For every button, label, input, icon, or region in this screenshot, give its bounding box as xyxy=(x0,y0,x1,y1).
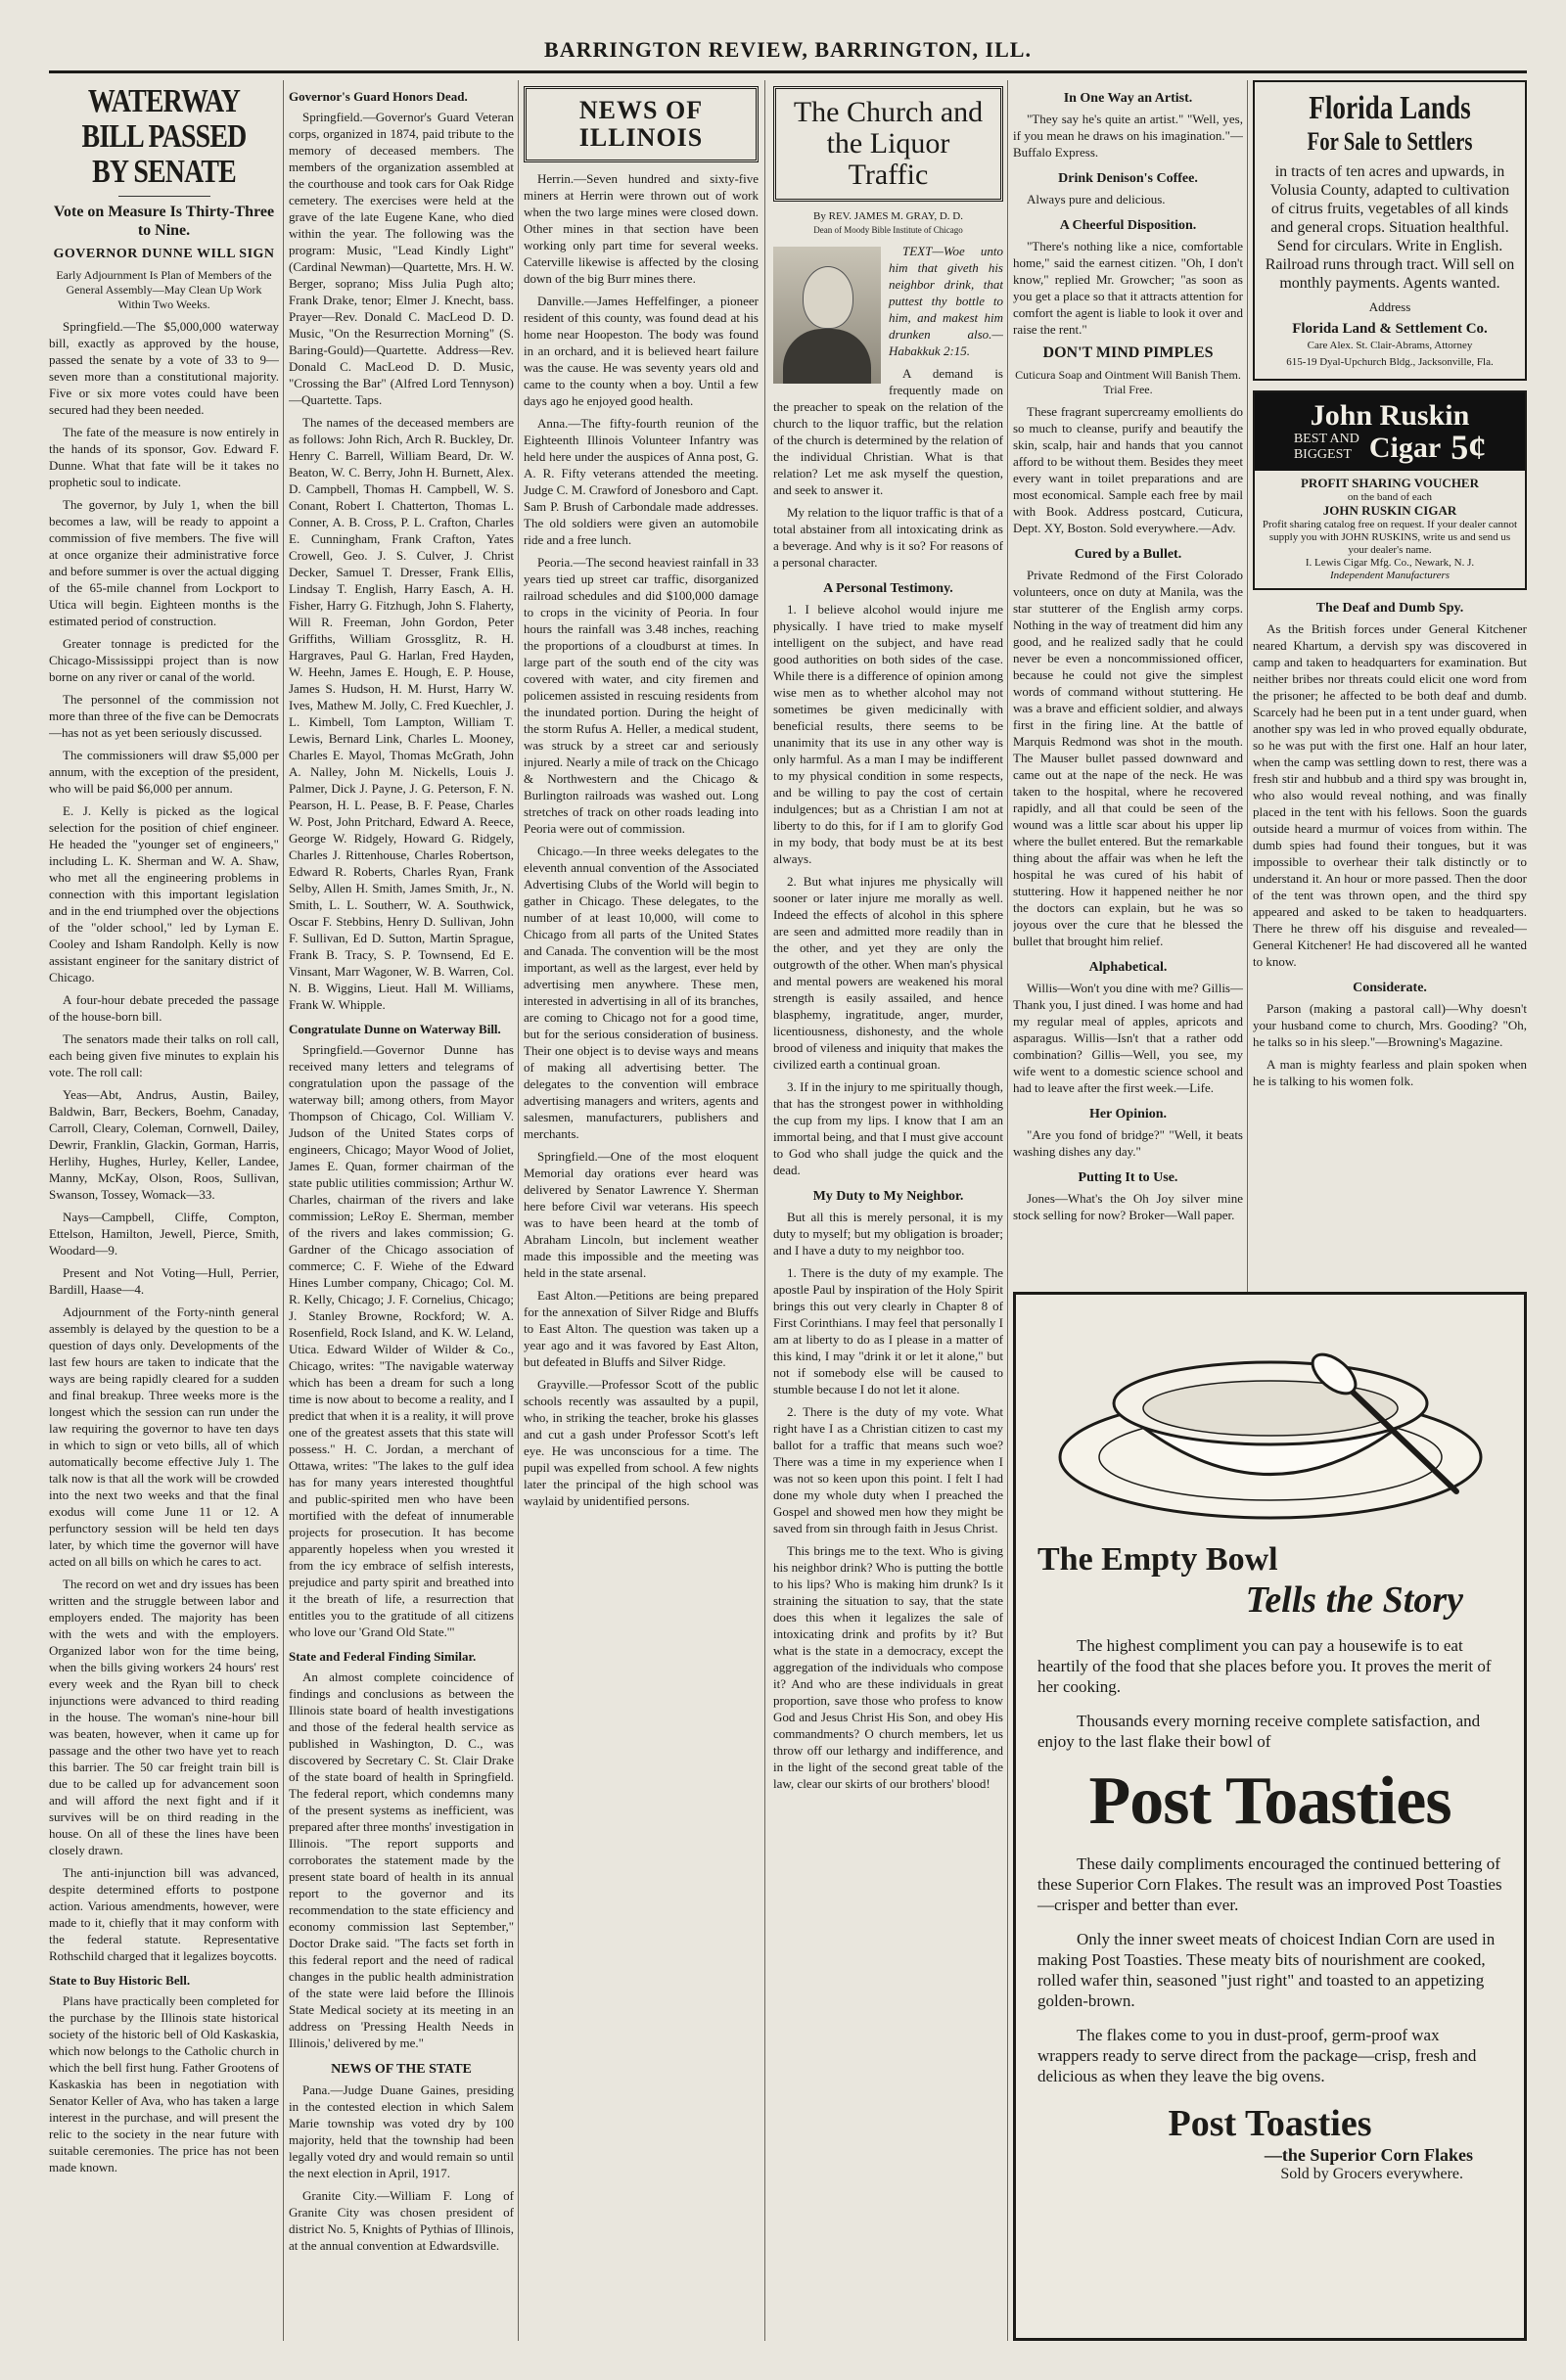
article-paragraph: Herrin.—Seven hundred and sixty-five miners at Herrin were thrown out of work when the two large mines were closed down. Other mines in that section have been working only part time for several weeks. Caterville likewise is affected by the closing down of the big Burr mines there. xyxy=(524,171,759,286)
guard-headline: Governor's Guard Honors Dead. xyxy=(289,89,468,104)
church-title: The Church and the Liquor Traffic xyxy=(793,96,984,191)
florida-title: Florida Lands xyxy=(1309,90,1471,126)
misc-text: These fragrant supercreamy emollients do so much to cleanse, purify and beautify the skin, scalp, hair and hands that you cannot afford to be without them. Besides they meet every want in toilet preparations and are most economical. Sample each free by mail with Book. Address postcard, Cuticura, Dept. XY, Boston. Sold everywhere.—Adv. xyxy=(1013,404,1243,535)
considerate-head: Considerate. xyxy=(1353,981,1427,995)
voucher-catalog: Profit sharing catalog free on request. If your dealer cannot supply you with JOHN RUSKINS, write us and send us your dealer's name. xyxy=(1262,519,1518,556)
scripture-text: TEXT—Woe unto him that giveth his neighbor drink, that puttest thy bottle to him, and makest him drunken also.—Habakkuk 2:15. xyxy=(889,244,1003,358)
article-paragraph: Grayville.—Professor Scott of the public schools recently was assaulted by a pupil, who, in striking the teacher, broke his glasses and cut a gash under Professor Scott's left eye. He was unconscious for a time. The pupil was expelled from school. A few nights later the principal of the high school was waylaid by unidentified persons. xyxy=(524,1377,759,1508)
ad-paragraph: The highest compliment you can pay a housewife is to eat heartily of the food that she places before you. It proves the merit of her cooking. xyxy=(1037,1636,1492,1696)
waterway-subdeck: GOVERNOR DUNNE WILL SIGN xyxy=(53,247,275,261)
post-toasties-ad xyxy=(1013,1292,1527,2341)
byline xyxy=(773,209,1003,237)
bullet-head: Cured by a Bullet. xyxy=(1074,547,1182,562)
misc-text: Private Redmond of the First Colorado volunteers, once on duty at Manila, was the star stutterer of the English army corps. Nothing in the way of treatment did him any good, and he realized sadly that he could never be even a noncommissioned officer, because he could not give the simplest words of command without stuttering. He was a brave and efficient soldier, and always first in the firing line. At the battle of Marquis Redmond was shot in the mouth. The Mauser bullet passed downward and came out at the nape of the neck. He was taken to the hospital, where he recovered rapidly, and all that could be seen of the wound was a little scar about his upper lip where the bullet entered. But the remarkable thing about the affair was when he left the hospital he was cured of his habit of stuttering. How it happened neither he nor the doctors can explain, but he was so joyous over the cure that he blessed the bullet that brought him relief. xyxy=(1013,568,1243,948)
article-paragraph: A demand is frequently made on the preacher to speak on the relation of the church to the liquor traffic, but the relation of the church is determined by the relation of the individual Christian. What is that relation? Let me ask myself the question, and seek to answer it. xyxy=(773,366,1003,497)
misc-text: A man is mighty fearless and plain spoken when he is talking to his women folk. xyxy=(1253,1057,1527,1088)
florida-body: in tracts of ten acres and upwards, in Volusia County, adapted to cultivation of citrus fruits, vegetables of all kinds and general crops. Situation healthful. Send for circulars. Write in English. Railroad runs through tract. Will sell on monthly payments. Agents wanted. xyxy=(1265,163,1515,292)
article-paragraph: Greater tonnage is predicted for the Chicago-Mississippi project than is now borne on any river or canal of the world. xyxy=(49,636,279,684)
testimony-subhead: A Personal Testimony. xyxy=(823,581,953,596)
article-paragraph: Springfield.—Governor Dunne has received many letters and telegrams of congratulation upon the passage of the waterway bill; among others, from Mayor Thompson of Chicago, Col. William V. Judson of the United States corps of engineers, Chicago; Mayor Wood of Joliet, James E. Quan, former chairman of the state public utilities commission; Arthur W. Charles, chairman of the rivers and lake commission; LeRoy E. Sherman, member of the rivers and lakes commission; G. Gardner of the Chicago association of commerce; C. F. Wiehe of the Edward Hines Lumber company, Chicago; Col. M. R. Kelly, Chicago; J. F. Cornelius, Chicago; J. Stanley Browne, Rockford; W. A. Rosenfield, Rock Island, and K. W. Leland, Utica. Edward Wilder of Wilder & Co., Chicago, writes: "The navigable waterway which has been a dream for such a long time is now about to become a reality, and I predict that when it is a reality, it will prove one of the greatest assets that this state will possess." H. C. Jordan, a merchant of Ottawa, writes: "The lakes to the gulf idea has for many years interested thoughtful and public-spirited men who have been mortified with the defeat of innumerable projects for prosecution. It has become apparently hopeless when you wrested it from the icy embrace of selfish interests, prejudice and party spirit and breathed into it the breath of life, a resurrection that entitles you to the gratitude of all citizens who love our 'Grand Old State.'" xyxy=(289,1042,514,1639)
pimples-subhead: Cuticura Soap and Ointment Will Banish Them. Trial Free. xyxy=(1015,368,1241,396)
cigar-biggest: BIGGEST xyxy=(1293,447,1352,462)
misc-head: In One Way an Artist. xyxy=(1063,91,1193,106)
article-paragraph: The commissioners will draw $5,000 per annum, with the exception of the president, who will be paid $6,000 per annum. xyxy=(49,748,279,796)
article-paragraph: An almost complete coincidence of findings and conclusions as between the Illinois state board of health investigations and those of the federal health service as published in Washington, D. C., was discovered by Secretary C. St. Clair Drake of the state board of health in Springfield. The federal report, which condemns many of the present systems as inefficient, was prepared after three months' investigation in Illinois. "The report supports and corroborates the statement made by the present state board of health in its annual report to the governor and its recommendation to the state efficiency and economy commission last September," Doctor Drake said. "The facts set forth in this federal report and the need of radical changes in the public health administration of the state were laid before the Illinois State Medical society at its meeting in an address on 'Pressing Health Needs in Illinois,' delivered by me." xyxy=(289,1670,514,2050)
column-state-news xyxy=(289,80,514,2341)
article-paragraph: Peoria.—The second heaviest rainfall in 33 years tied up street car traffic, disorganized railroad schedules and did $100,000 damage to crops in the vicinity of Peoria. In four hours the rainfall was 3.48 inches, reaching the proportions of a cloudburst at times. In large part of the south end of the city was covered with water, and city firemen and policemen assisted in rescuing residents from the inundated portion. During the height of the storm Rufus A. Heller, a medical student, was struck by a street car and seriously injured. Nearly a mile of track on the Chicago & Northwestern and the Chicago & Burlington railroads was washed out. Long stretches of track on other roads leading into Peoria were out of commission. xyxy=(524,555,759,836)
post-toasties-signature: Post Toasties xyxy=(1168,2103,1372,2144)
bowl-hollow xyxy=(1143,1381,1398,1436)
article-paragraph: Danville.—James Heffelfinger, a pioneer resident of this county, was found dead at his home near Hoopeston. The body was found in an orchard, and it is believed heart failure was the cause. He was seventy years old and came to the county when a boy. Until a few days ago he enjoyed good health. xyxy=(524,294,759,408)
spy-head: The Deaf and Dumb Spy. xyxy=(1315,601,1464,616)
column-church-liquor xyxy=(773,80,1003,2341)
article-paragraph: My relation to the liquor traffic is that of a total abstainer from all intoxicating drink as a beverage. And why is it so? For reasons of a personal character. xyxy=(773,505,1003,570)
sold-by-grocers: Sold by Grocers everywhere. xyxy=(1280,2166,1463,2182)
florida-lands-ad xyxy=(1253,80,1527,381)
misc-text: Willis—Won't you dine with me? Gillis—Thank you, I just dined. I was home and had my regular meal of apples, apricots and asparagus. Willis—Isn't that a rather odd combination? Gillis—Well, you see, my wife went to a domestic science school and had to leave after the first week.—Life. xyxy=(1013,981,1243,1095)
cigar-word: Cigar xyxy=(1368,431,1442,464)
tells-story-headline: Tells the Story xyxy=(1245,1579,1463,1621)
article-paragraph: Granite City.—William F. Long of Granite City was chosen president of district No. 5, Knights of Pythias of Illinois, at the annual convention at Edwardsville. xyxy=(289,2188,514,2253)
empty-bowl-headline: The Empty Bowl xyxy=(1037,1541,1278,1578)
voucher-sub: on the band of each xyxy=(1347,491,1433,503)
article-paragraph: 2. But what injures me physically will sooner or later injure me morally as well. Indeed the effects of alcohol in this sphere are seen and admitted more readily than in the other, and yet they are only the outgrowth of the other. When man's physical and mental powers are weakened his moral strength is easily assailed, and hence blasphemy, ingratitude, anger, murder, licentiousness, dishonesty, and the whole brood of vileness and iniquity that makes the civilized earth a continual groan. xyxy=(773,874,1003,1072)
ad-paragraph: Only the inner sweet meats of choicest Indian Corn are used in making Post Toasties. These meaty bits of nourishment are cooked, rolled wafer thin, seasoned "just right" and toasted to an appetizing golden-brown. xyxy=(1037,1930,1496,2010)
cigar-slogan-words xyxy=(1294,432,1359,463)
article-paragraph: The fate of the measure is now entirely in the hands of its sponsor, Gov. Edward F. Dunne. What that fate will be it takes no prophetic soul to indicate. xyxy=(49,425,279,489)
waterway-headline: WATERWAY BILL PASSED BY SENATE xyxy=(81,83,247,190)
cigar-ad xyxy=(1253,390,1527,590)
florida-attorney: Care Alex. St. Clair-Abrams, Attorney xyxy=(1307,340,1473,351)
column-waterway xyxy=(49,80,279,2341)
column-rule xyxy=(764,80,765,2341)
voucher-brand: JOHN RUSKIN CIGAR xyxy=(1322,503,1457,518)
article-paragraph: A four-hour debate preceded the passage of the house-born bill. xyxy=(49,992,279,1024)
article-paragraph: Nays—Campbell, Cliffe, Compton, Ettelson, Hamilton, Jewell, Pierce, Smith, Woodard—9. xyxy=(49,1210,279,1258)
article-paragraph: Pana.—Judge Duane Gaines, presiding in the contested election in which Salem Marie township was voted dry by 100 majority, held that the township had been legally voted dry and would remain so until the next election in April, 1917. xyxy=(289,2082,514,2180)
ad-paragraph: These daily compliments encouraged the continued bettering of these Superior Corn Flakes. The result was an improved Post Toasties—crisper and better than ever. xyxy=(1037,1854,1502,1914)
health-headline: State and Federal Finding Similar. xyxy=(289,1649,477,1664)
cigar-brand-name: John Ruskin xyxy=(1310,399,1470,432)
post-toasties-brand: Post Toasties xyxy=(1088,1763,1451,1839)
column-rule xyxy=(283,80,284,2341)
misc-text: Parson (making a pastoral call)—Why doesn't your husband come to church, Mrs. Gooding? "Oh, he talks so in his sleep."—Browning's Magazine. xyxy=(1253,1001,1527,1049)
article-paragraph: Present and Not Voting—Hull, Perrier, Bardill, Haase—4. xyxy=(49,1265,279,1297)
ad-paragraph: Thousands every morning receive complete satisfaction, and enjoy to the last flake their bowl of xyxy=(1037,1712,1481,1751)
misc-text: "They say he's quite an artist." "Well, yes, if you mean he draws on his imagination."—Buffalo Express. xyxy=(1013,112,1243,160)
column-miscellany xyxy=(1013,80,1243,1279)
article-paragraph: Chicago.—In three weeks delegates to the eleventh annual convention of the Associated Advertising Clubs of the World will begin to gather in Chicago. These delegates, to the number of at least 10,000, will come to Chicago from all parts of the United States and Canada. The convention will be the most important, as well as the largest, ever held by advertising men anywhere. These men, interested in advertising in all of its branches, are coming to Chicago not for a good time, but for the serious consideration of business. Their one object is to devise ways and means of making all advertising better. The delegates to the convention will embrace advertising managers and writers, agents and salesmen, manufacturers, publishers and merchants. xyxy=(524,844,759,1141)
florida-address-label: Address xyxy=(1368,299,1411,314)
pimples-headline: DON'T MIND PIMPLES xyxy=(1042,344,1214,361)
alpha-head: Alphabetical. xyxy=(1088,960,1168,975)
article-paragraph: Yeas—Abt, Andrus, Austin, Bailey, Baldwin, Barr, Beckers, Boehm, Canaday, Carroll, Cleary, Coleman, Cornwell, Dailey, Dewrir, Franklin, Glackin, Gorman, Harris, Herlihy, Hughes, Hurley, Keller, Landee, Manny, McKay, Olson, Roos, Sullivan, Swanson, Tossey, Womack—33. xyxy=(49,1087,279,1202)
news-of-state-headline: NEWS OF THE STATE xyxy=(331,2062,472,2077)
duty-subhead: My Duty to My Neighbor. xyxy=(812,1189,964,1204)
article-paragraph: The record on wet and dry issues has been written and the struggle between labor and employers ended. The majority has been with the wets and with the employers. Organized labor won for the time being, when the bills giving workers 24 hours' rest every week and the Ryan bill to check injunctions were advanced to third reading in the house. The woman's nine-hour bill was beaten, however, when it came up for passage and the other two have yet to reach this barrier. The 50 car freight train bill is due to be called up for advancement soon and will afford the next fight and if it survives will be on third reading in the house. On all of these the lines have been closely drawn. xyxy=(49,1577,279,1857)
column-news-of-illinois xyxy=(524,80,759,2341)
article-paragraph: The governor, by July 1, when the bill becomes a law, will be ready to appoint a commission of five members. The five will at once organize their administrative force and before summer is over the actual digging of the 65-mile channel from Lockport to Utica will begin. Eighteen months is the estimated period of construction. xyxy=(49,497,279,628)
column-rule xyxy=(1007,80,1008,2341)
misc-text: Jones—What's the Oh Joy silver mine stock selling for now? Broker—Wall paper. xyxy=(1013,1191,1243,1222)
masthead: BARRINGTON REVIEW, BARRINGTON, ILL. xyxy=(49,29,1527,73)
article-paragraph: The senators made their talks on roll call, each being given five minutes to explain his vote. The roll call: xyxy=(49,1031,279,1079)
misc-text: As the British forces under General Kitchener neared Khartum, a dervish spy was discovered in camp and taken to headquarters for examination. But neither bribes nor threats could elicit one word from the prisoner; he affected to be both deaf and dumb. Scarcely had he been put in a tent under guard, when another spy was led in who proved equally obdurate, so he was put with the first one. Half an hour later, when the camp was settling down to rest, there was a fresh stir and hubbub and a third spy was brought in, who also would reveal nothing, and was finally placed in the tent with his fellows. Soon the guards outside heard a murmur of voices from within. The dumb spies had found their tongues, but it was impossible to overhear their talk distinctly or to understand it. An hour or more passed. Then the door of the tent was thrown open, and the third spy appeared and asked to be taken to headquarters. There he threw off his disguise and revealed—General Kitchener! He had discovered all he wanted to know. xyxy=(1253,621,1527,969)
misc-text: Always pure and delicious. xyxy=(1027,192,1166,206)
byline-author: By REV. JAMES M. GRAY, D. D. xyxy=(813,210,963,222)
column-rule xyxy=(518,80,519,2341)
column-ads xyxy=(1253,80,1527,1279)
church-banner xyxy=(773,86,1003,202)
portrait-face xyxy=(803,266,853,329)
article-paragraph: 1. There is the duty of my example. The apostle Paul by inspiration of the Holy Spirit brings this out very clearly in Chapter 8 of First Corinthians. I may feel that personally I am at liberty to do as I please in a matter of this kind, I may "drink it or let it alone," but not if somebody else will be caused to stumble because I do not let it alone. xyxy=(773,1265,1003,1396)
cigar-maker: I. Lewis Cigar Mfg. Co., Newark, N. J. xyxy=(1305,557,1475,569)
article-paragraph: East Alton.—Petitions are being prepared for the annexation of Silver Ridge and Bluffs to East Alton. The question was taken up a year ago and it was favored by East Alton, but defeated in Bluffs and Silver Ridge. xyxy=(524,1288,759,1369)
article-paragraph: Adjournment of the Forty-ninth general assembly is delayed by the question to be a question of days only. Developments of the last few hours are taken to indicate that the ways are being rapidly cleared for a sudden and final breakup. Three weeks more is the longest which the session can run under the law requiring the governor to have ten days in which to sign or veto bills, all of which automatically become effective July 1. The talk now is that all the work will be crowded into the next two weeks and that the final exodus will come June 11 or 12. A perfunctory session will be held ten days later, by which time the governor will have acted on all bills on which he cares to act. xyxy=(49,1304,279,1569)
author-portrait xyxy=(773,247,881,384)
article-paragraph: Springfield.—One of the most eloquent Memorial day orations ever heard was delivered by Senator Lawrence Y. Sherman here before Civil war veterans. His speech was to have been heard at the tomb of Abraham Lincoln, but inclement weather made this impossible and the meeting was held in the state arsenal. xyxy=(524,1149,759,1280)
misc-head: Drink Denison's Coffee. xyxy=(1058,171,1198,186)
cigar-voucher xyxy=(1255,471,1525,588)
cigar-price: 5¢ xyxy=(1451,427,1487,467)
article-paragraph: But all this is merely personal, it is my duty to myself; but my obligation is broader; and I have a duty to my neighbor too. xyxy=(773,1210,1003,1258)
article-paragraph: Anna.—The fifty-fourth reunion of the Eighteenth Illinois Volunteer Infantry was held here under the auspices of Anna post, G. A. R. Fifty veterans attended the meeting. Judge C. M. Crawford of Jonesboro and Capt. Sam P. Brush of Carbondale made addresses. The old soldiers were given an automobile ride and a free lunch. xyxy=(524,416,759,547)
article-paragraph: Springfield.—Governor's Guard Veteran corps, organized in 1874, paid tribute to the memory of deceased members. The members of the organization assembled at the courthouse and took cars for Oak Ridge cemetery. The exercises were held at the grave of the late Eugene Kane, who died within the year. The following was the program: Music, "Lead Kindly Light" (Cardinal Newman)—Quartette, Mrs. H. W. Berger, soprano; Miss Julia Pugh alto; Frank Drake, tenor; Elmer J. Knecht, bass. Prayer—Rev. Donald C. MacLeod D. D. Music, "On the Resurrection Morning" (S. Baring-Gould)—Quartette. Address—Rev. Donald C. MacLeod D. D. Music, "Crossing the Bar" (Alfred Lord Tennyson)—Quartette. Taps. xyxy=(289,110,514,407)
portrait-coat xyxy=(783,329,871,384)
congratulate-headline: Congratulate Dunne on Waterway Bill. xyxy=(289,1022,501,1036)
article-paragraph: 1. I believe alcohol would injure me physically. I have tried to make myself intelligent on the subject, and have read good authorities on both sides of the case. While there is a difference of opinion among wise men as to whether alcohol may not sometimes be given medicinally with beneficial results, there seems to be unanimity that its use in any other way is only harmful. As a man I may be indifferent to my physical condition in some respects, and be willing to pay the cost of certain indulgences; but as a Christian I am not at liberty to do this, for if I am to glorify God in my body, that body must be at its best always. xyxy=(773,602,1003,866)
waterway-deck: Vote on Measure Is Thirty-Three to Nine. xyxy=(53,204,275,239)
florida-subtitle: For Sale to Settlers xyxy=(1307,127,1473,156)
article-paragraph: The anti-injunction bill was advanced, despite determined efforts to postpone action. Various amendments, however, were made to it, chiefly that it may conform with the federal statute. Representative Rothschild charged that it legalizes boycotts. xyxy=(49,1865,279,1963)
misc-text: "Are you fond of bridge?" "Well, it beats washing dishes any day." xyxy=(1013,1127,1243,1159)
article-paragraph: The personnel of the commission not more than three of the five can be Democrats—has not as yet been seriously discussed. xyxy=(49,692,279,740)
news-of-illinois-title: NEWS OF ILLINOIS xyxy=(578,96,704,152)
cigar-best: BEST AND xyxy=(1293,432,1359,446)
use-head: Putting It to Use. xyxy=(1078,1170,1178,1185)
post-toasties-tagline: —the Superior Corn Flakes xyxy=(1264,2145,1473,2165)
misc-head: A Cheerful Disposition. xyxy=(1059,218,1197,233)
article-paragraph: E. J. Kelly is picked as the logical selection for the position of chief engineer. He headed the "younger set of engineers," including L. K. Sherman and W. A. Shaw, who met all the engineering problems in connection with this important legislation and in the end triumphed over the objections of the "older school," led by Lyman E. Cooley and Isham Randolph. Kelly is now assistant engineer for the sanitary district of Chicago. xyxy=(49,803,279,984)
florida-company: Florida Land & Settlement Co. xyxy=(1292,321,1488,337)
article-paragraph: 2. There is the duty of my vote. What right have I as a Christian citizen to cast my ballot for a traffic that means such woe? There was a time in my experience when I was not so keen upon this point. I felt I had done my whole duty when I preached the Gospel and showed men how they might be saved from sin through faith in Jesus Christ. xyxy=(773,1404,1003,1535)
bell-subhead: State to Buy Historic Bell. xyxy=(49,1973,191,1988)
ad-paragraph: The flakes come to you in dust-proof, germ-proof wax wrappers ready to serve direct from the package—crisp, fresh and delicious as when they leave the big ovens. xyxy=(1037,2026,1477,2085)
article-paragraph: This brings me to the text. Who is giving his neighbor drink? Who is putting the bottle to his lips? Who is making him drunk? Is it straining the situation to say, that the state does this when it legalizes the sale of intoxicating drink and profits by it? But what is the state in a democracy, except the aggregation of the individuals who compose it? And who are these individuals in great proportion, save those who profess to know God and Jesus Christ His Son, and obey His commandments? O church members, let us throw off our lethargy and indifference, and in the light of the second great table of the law, clear our skirts of our brothers' blood! xyxy=(773,1543,1003,1791)
article-paragraph: Springfield.—The $5,000,000 waterway bill, exactly as approved by the house, passed the senate by a vote of 33 to 9—seven more than a constitutional majority. Five or six more votes could have been secured had they been needed. xyxy=(49,319,279,417)
voucher-title: PROFIT SHARING VOUCHER xyxy=(1300,476,1479,490)
article-paragraph: The names of the deceased members are as follows: John Rich, Arch R. Buckley, Dr. Henry C. Barrell, William Beard, Dr. W. Beaton, W. C. Berry, John H. Burnett, Alex. D. Campbell, Thomas H. Campbell, W. S. Conant, Robert I. Chatterton, Thomas L. Conner, A. B. Cross, P. L. Crafton, Charles E. Cunningham, Frank Crafton, Yates Crowell, Geo. J. S. Culver, J. Christ Decker, Samuel T. Dresser, Frank Ellis, Lindsay T. English, Harry Easch, A. H. Fisher, Harry G. Fitzhugh, John S. Flaherty, Will R. Freeman, John Gordon, Peter Griffiths, William Grossglitz, R. H. Hargraves, Paul G. Harlan, Fred Hayden, W. Heehn, James E. Hough, E. P. House, James S. Hudson, H. M. Hurst, Harry W. Ives, Mathew M. Jolly, C. Fred Kuechler, J. L. Kimbell, Tom Lampton, William T. Lewis, Bernard Link, Charles L. Mooney, Charles E. Mayol, Thomas McGrath, John A. Nalley, John M. Nickells, Louis J. Palmer, Dick J. Payne, J. G. Peterson, F. N. Pearson, H. L. Pease, B. F. Pease, Charles W. Post, John Pritchard, Edward A. Reece, George W. Ridgely, Howard G. Ridgely, Charles J. Rittenhouse, Charles Robertson, Edward R. Roberts, Charles Ryan, Frank Selby, Allen H. Smith, James Smith, Jr., N. Smith, L. L. Southerr, W. A. Southwick, Oscar F. Stebbins, Henry D. Sullivan, John F. Sullivan, Ed D. Sutton, Martin Sprague, Frank B. Tracy, S. P. Townsend, Ed E. Vinsant, Marr Wagoner, W. B. Warren, Col. N. B. Wiggins, Lieut. Hall M. Williams, Frank W. Whipple. xyxy=(289,415,514,1012)
cigar-maker-sub: Independent Manufacturers xyxy=(1329,570,1451,581)
waterway-subdeck-2: Early Adjournment Is Plan of Members of the General Assembly—May Clean Up Work Within Two Weeks. xyxy=(56,268,272,311)
article-paragraph: Plans have practically been completed for the purchase by the Illinois state historical society of the historic bell of Old Kaskaskia, which now belongs to the Catholic church in which the bell first hung. Father Grootens of Kaskaskia has been in negotiation with Senator Keller of Ava, who has taken a large interest in the purchase, and will present the relic to the society in the near future with suitable ceremonies. The price has not been made known. xyxy=(49,1993,279,2174)
florida-address: 615-19 Dyal-Upchurch Bldg., Jacksonville, Fla. xyxy=(1286,356,1494,368)
cigar-banner xyxy=(1255,392,1525,471)
opinion-head: Her Opinion. xyxy=(1088,1107,1168,1121)
misc-text: "There's nothing like a nice, comfortable home," said the earnest citizen. "Oh, I don't know," replied Mr. Growcher; "as soon as you get a place so that it attracts attention for comfort the agent is liable to look it over and raise the rent." xyxy=(1013,239,1243,337)
bowl-illustration xyxy=(1045,1310,1496,1535)
byline-affiliation: Dean of Moody Bible Institute of Chicago xyxy=(813,225,963,235)
news-of-illinois-banner xyxy=(524,86,759,162)
cigar-slogan xyxy=(1261,427,1519,467)
article-paragraph: 3. If in the injury to me spiritually though, that has the strongest power in withholding the cup from my lips. I know that I am an immortal being, and that I must give account to God who shall judge the quick and the dead. xyxy=(773,1079,1003,1177)
divider xyxy=(118,196,210,197)
